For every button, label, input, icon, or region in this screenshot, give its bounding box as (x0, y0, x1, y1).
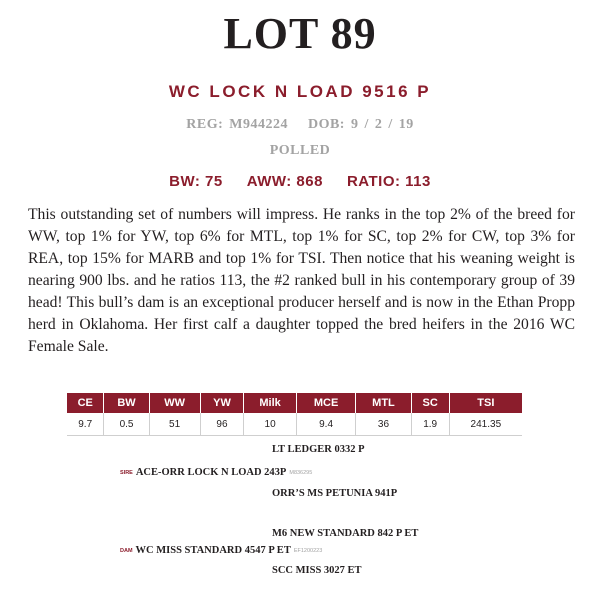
epd-header-milk: Milk (244, 393, 296, 413)
epd-value-tsi: 241.35 (449, 413, 522, 436)
epd-header-row (67, 393, 522, 413)
weights-line (0, 173, 600, 190)
epd-table (67, 393, 522, 436)
epd-value-sc: 1.9 (411, 413, 449, 436)
polled-label: POLLED (269, 143, 331, 158)
sire-tag: SIRE (120, 470, 133, 476)
epd-value-mtl: 36 (356, 413, 411, 436)
epd-value-ww: 51 (149, 413, 200, 436)
pedigree-dam-sire: M6 NEW STANDARD 842 P ET (272, 528, 419, 539)
epd-value-row (67, 413, 522, 436)
pedigree-sire: ACE-ORR LOCK N LOAD 243P (135, 467, 287, 478)
epd-header-mtl: MTL (356, 393, 411, 413)
ratio: RATIO: 113 (346, 173, 431, 190)
epd-header-ww: WW (149, 393, 200, 413)
epd-header-tsi: TSI (449, 393, 522, 413)
epd-value-mce: 9.4 (296, 413, 356, 436)
epd-header-bw: BW (104, 393, 149, 413)
pedigree-dam-dam: SCC MISS 3027 ET (272, 565, 362, 576)
dam-registration: EF1200223 (293, 548, 323, 554)
registration-line (0, 117, 600, 133)
bull-name: WC LOCK N LOAD 9516 P (168, 82, 432, 101)
epd-header-ce: CE (67, 393, 104, 413)
pedigree-sire-dam: ORR’S MS PETUNIA 941P (272, 488, 398, 499)
registration-number: REG: M944224 (186, 117, 288, 132)
epd-header-mce: MCE (296, 393, 356, 413)
epd-header-yw: YW (200, 393, 244, 413)
dam-tag: DAM (120, 548, 133, 554)
lot-title: LOT 89 (223, 9, 377, 58)
adjusted-weaning-weight: AWW: 868 (246, 173, 323, 190)
birth-weight: BW: 75 (169, 173, 223, 190)
description-paragraph: This outstanding set of numbers will impress. He ranks in the top 2% of the breed for WW, top 1% for YW, top 6% for MTL, top 1% for SC, top 2% for CW, top 3% for REA, top 15% for MARB and top 1% for TSI. Then notice that his weaning weight is nearing 900 lbs. and he ratios 113, the #2 ranked bull in his contemporary group of 39 head! This bull’s dam is an exceptional producer herself and is now in the Ethan Propp herd in Oklahoma. Her first calf a daughter topped the bred heifers in the 2016 WC Female Sale. (28, 206, 575, 355)
date-of-birth: DOB: 9 / 2 / 19 (307, 117, 414, 132)
epd-value-bw: 0.5 (104, 413, 149, 436)
pedigree-sire-line (120, 467, 312, 478)
epd-value-milk: 10 (244, 413, 296, 436)
pedigree-sire-sire: LT LEDGER 0332 P (272, 444, 365, 455)
sire-registration: M836295 (289, 470, 313, 476)
epd-value-ce: 9.7 (67, 413, 104, 436)
epd-value-yw: 96 (200, 413, 244, 436)
pedigree-dam-line (120, 545, 322, 556)
epd-header-sc: SC (411, 393, 449, 413)
pedigree-dam: WC MISS STANDARD 4547 P ET (135, 545, 291, 556)
